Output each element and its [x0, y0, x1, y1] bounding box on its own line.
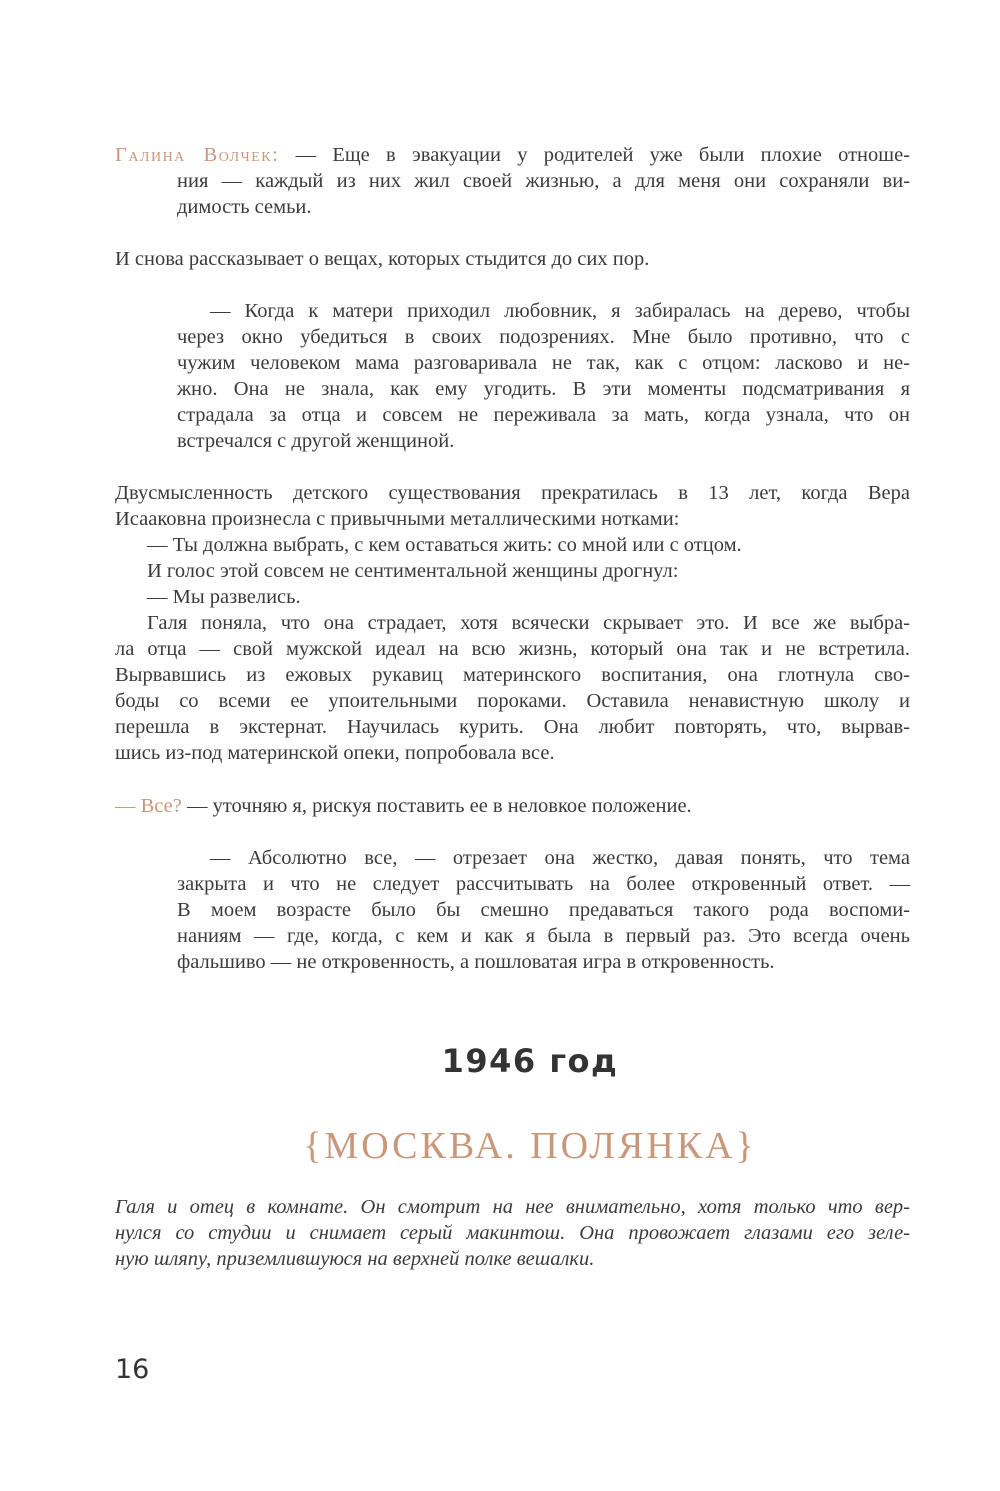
text-line: В моем возрасте было бы смешно предаваться такого рода воспоми- [177, 899, 910, 921]
text-line: И снова рассказывает о вещах, которых стыдится до сих пор. [115, 248, 650, 270]
page-number: 16 [115, 1354, 150, 1385]
text-line: чужим человеком мама разговаривала не так, как с отцом: ласково и не- [177, 352, 910, 374]
section-heading-year: 1946 год [441, 1042, 619, 1080]
text-line: нулся со студии и снимает серый макинтош. Она провожает глазами его зеле- [115, 1222, 910, 1244]
text-line: Двусмысленность детского существования прекратилась в 13 лет, когда Вера [115, 482, 910, 504]
dialogue-line: — Мы развелись. [147, 586, 301, 608]
text-line: Галя и отец в комнате. Он смотрит на нее внимательно, хотя только что вер- [115, 1196, 910, 1218]
text-line: Галя поняла, что она страдает, хотя всячески скрывает это. И все же выбра- [147, 612, 910, 634]
text-line: встречался с другой женщиной. [177, 430, 455, 452]
paragraph-volchek-quote [115, 142, 910, 220]
text-line: И голос этой совсем не сентиментальной женщины дрогнул: [147, 560, 679, 582]
text-line: — Все? — уточняю я, рискуя поставить ее в неловкое положение. [115, 795, 692, 817]
text-line: жно. Она не знала, как ему угодить. В эти моменты подсматривания я [177, 378, 910, 400]
text-line: страдала за отца и совсем не переживала за мать, когда узнала, что он [177, 404, 910, 426]
text-line: перешла в экстернат. Научилась курить. Она любит повторять, что, вырвав- [115, 716, 910, 738]
text-line: наниям — где, когда, с кем и как я была в первый раз. Это всегда очень [177, 925, 910, 947]
stage-direction [115, 1194, 910, 1272]
block-quote-1 [177, 298, 910, 454]
text-line: фальшиво — не откровенность, а пошловатая игра в откровенность. [177, 951, 775, 973]
text-line: Исааковна произнесла с привычными металлическими нотками: [115, 508, 680, 530]
text-line: закрыта и что не следует рассчитывать на более откровенный ответ. — [177, 873, 910, 895]
location-subheading: {МОСКВА. ПОЛЯНКА} [303, 1125, 757, 1167]
text-line: ла отца — свой мужской идеал на всю жизнь, который она так и не встретила. [115, 638, 910, 660]
dialogue-line: — Ты должна выбрать, с кем оставаться жить: со мной или с отцом. [147, 534, 742, 556]
block-quote-2 [177, 845, 910, 975]
paragraph-narrative [115, 480, 910, 766]
text-line: шись из-под материнской опеки, попробовала все. [115, 742, 555, 764]
text-line: боды со всеми ее упоительными пороками. Оставила ненавистную школу и [115, 690, 910, 712]
author-question: — Все? [115, 795, 182, 817]
text-line: — Когда к матери приходил любовник, я забиралась на дерево, чтобы [210, 300, 910, 322]
text-line: — Абсолютно все, — отрезает она жестко, давая понять, что тема [210, 847, 910, 869]
text-line: через окно убедиться в своих подозрениях. Мне было противно, что с [177, 326, 910, 348]
paragraph-question [115, 793, 910, 819]
speaker-name: Галина Волчек: [115, 144, 280, 166]
text-line: ния — каждый из них жил своей жизнью, а для меня они сохраняли ви- [177, 170, 910, 192]
text-line: Вырвавшись из ежовых рукавиц материнского воспитания, она глотнула сво- [115, 664, 910, 686]
text-line: Галина Волчек: — Еще в эвакуации у родителей уже были плохие отноше- [115, 144, 910, 166]
paragraph [115, 246, 910, 272]
text-line: димость семьи. [177, 196, 312, 218]
text-line: ную шляпу, приземлившуюся на верхней полке вешалки. [115, 1248, 595, 1270]
